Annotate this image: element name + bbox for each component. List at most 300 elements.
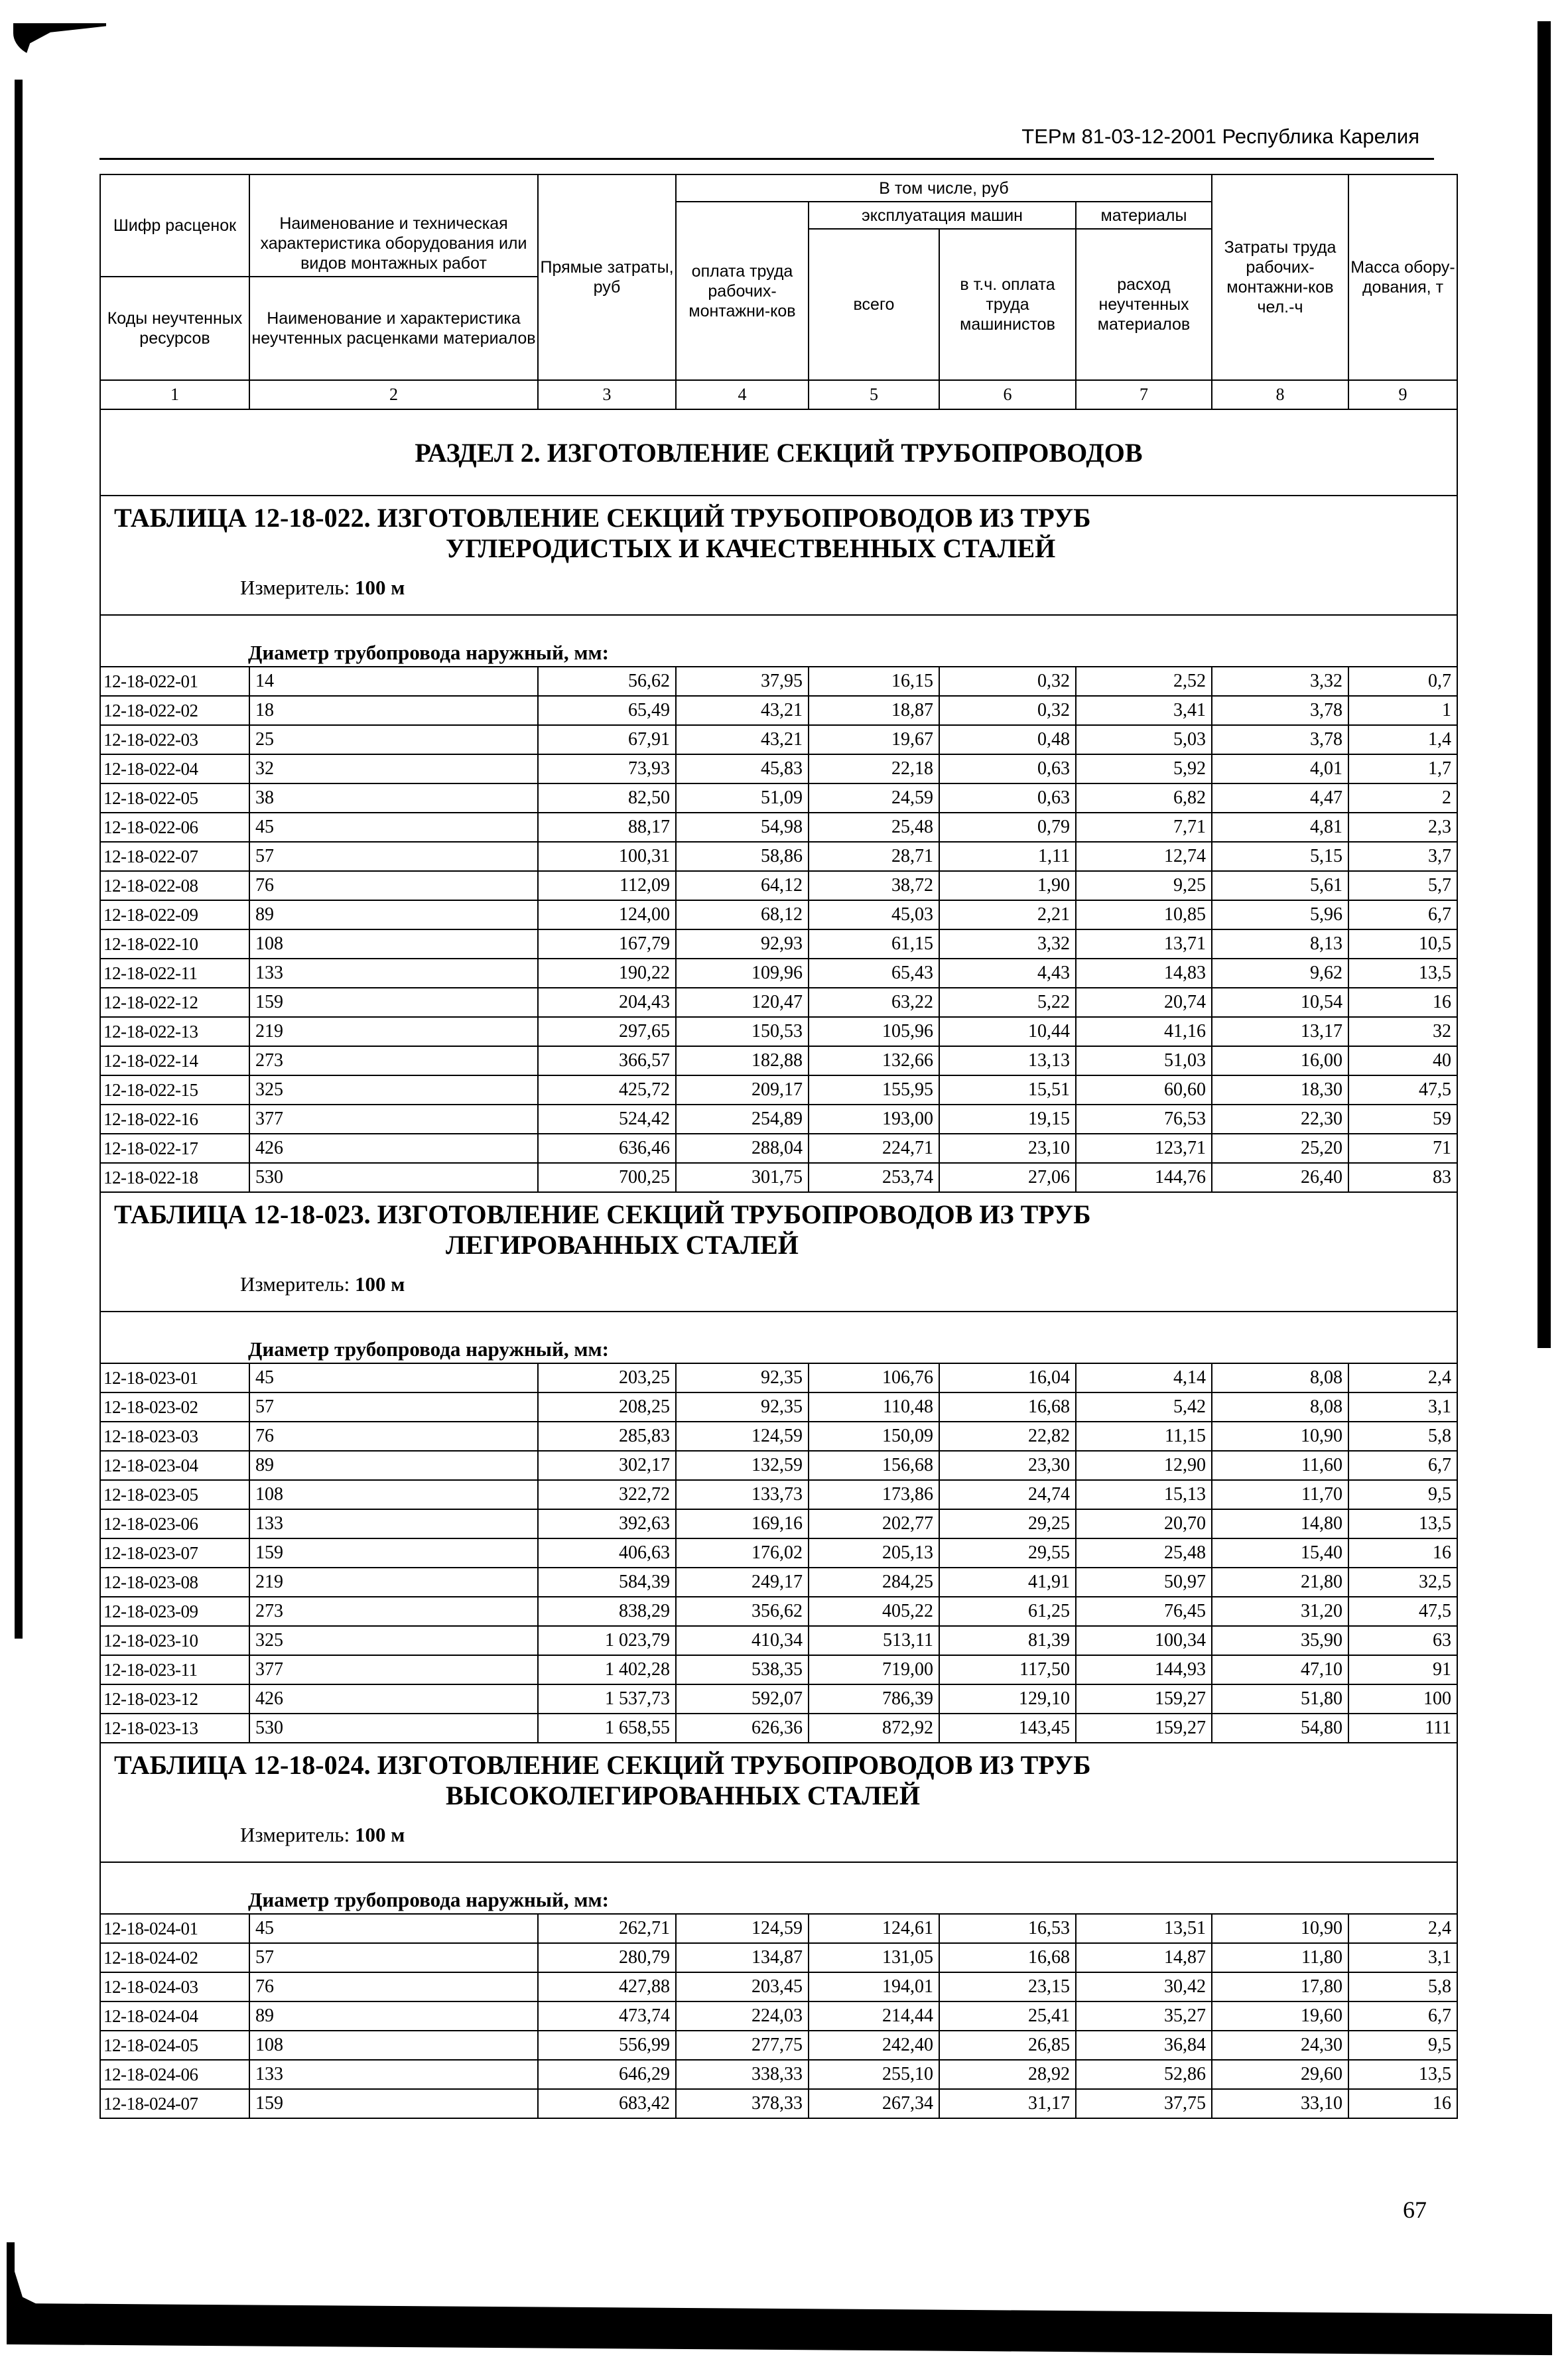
pipe-diameter: 76 xyxy=(249,1972,538,2001)
direct-costs: 100,31 xyxy=(538,842,676,871)
machinist-wages: 2,21 xyxy=(939,900,1076,929)
unaccounted-materials: 20,70 xyxy=(1076,1509,1212,1538)
pipe-diameter: 159 xyxy=(249,1538,538,1568)
machinist-wages: 23,30 xyxy=(939,1451,1076,1480)
worker-wages: 37,95 xyxy=(676,667,809,696)
direct-costs: 406,63 xyxy=(538,1538,676,1568)
rate-code: 12-18-023-01 xyxy=(100,1363,249,1392)
machines-total: 61,15 xyxy=(809,929,939,959)
direct-costs: 524,42 xyxy=(538,1105,676,1134)
pipe-diameter: 219 xyxy=(249,1017,538,1046)
worker-wages: 92,35 xyxy=(676,1392,809,1422)
table-row xyxy=(100,2001,1457,2031)
direct-costs: 425,72 xyxy=(538,1075,676,1105)
machines-total: 65,43 xyxy=(809,959,939,988)
column-number: 9 xyxy=(1348,380,1457,409)
rate-code: 12-18-022-05 xyxy=(100,783,249,813)
table-title-block xyxy=(100,496,1457,615)
unaccounted-materials: 3,41 xyxy=(1076,696,1212,725)
table-row xyxy=(100,1105,1457,1134)
labor-hours: 29,60 xyxy=(1212,2060,1348,2089)
pipe-diameter: 426 xyxy=(249,1684,538,1714)
worker-wages: 538,35 xyxy=(676,1655,809,1684)
diameter-label: Диаметр трубопровода наружный, мм: xyxy=(100,1312,1457,1363)
direct-costs: 65,49 xyxy=(538,696,676,725)
equipment-mass: 0,7 xyxy=(1348,667,1457,696)
header-name: Наименование и техническая характеристика оборудования или видов монтажных работ xyxy=(249,174,538,277)
machinist-wages: 23,15 xyxy=(939,1972,1076,2001)
equipment-mass: 2,3 xyxy=(1348,813,1457,842)
table-row xyxy=(100,1972,1457,2001)
pipe-diameter: 57 xyxy=(249,1943,538,1972)
rate-code: 12-18-022-03 xyxy=(100,725,249,754)
pipe-diameter: 32 xyxy=(249,754,538,783)
direct-costs: 1 658,55 xyxy=(538,1714,676,1743)
unaccounted-materials: 30,42 xyxy=(1076,1972,1212,2001)
machines-total: 284,25 xyxy=(809,1568,939,1597)
direct-costs: 297,65 xyxy=(538,1017,676,1046)
labor-hours: 19,60 xyxy=(1212,2001,1348,2031)
table-row xyxy=(100,1163,1457,1192)
pipe-diameter: 108 xyxy=(249,1480,538,1509)
worker-wages: 254,89 xyxy=(676,1105,809,1134)
machines-total: 150,09 xyxy=(809,1422,939,1451)
column-number: 6 xyxy=(939,380,1076,409)
pipe-diameter: 108 xyxy=(249,2031,538,2060)
header-direct-costs: Прямые затраты, руб xyxy=(538,174,676,380)
pipe-diameter: 89 xyxy=(249,1451,538,1480)
equipment-mass: 9,5 xyxy=(1348,1480,1457,1509)
machinist-wages: 26,85 xyxy=(939,2031,1076,2060)
machinist-wages: 29,25 xyxy=(939,1509,1076,1538)
worker-wages: 338,33 xyxy=(676,2060,809,2089)
labor-hours: 24,30 xyxy=(1212,2031,1348,2060)
scan-edge-artifact xyxy=(13,23,106,60)
table-row xyxy=(100,2031,1457,2060)
direct-costs: 700,25 xyxy=(538,1163,676,1192)
labor-hours: 8,13 xyxy=(1212,929,1348,959)
worker-wages: 288,04 xyxy=(676,1134,809,1163)
rate-code: 12-18-023-11 xyxy=(100,1655,249,1684)
machinist-wages: 117,50 xyxy=(939,1655,1076,1684)
header-wages: оплата труда рабочих-монтажни-ков xyxy=(676,202,809,380)
direct-costs: 838,29 xyxy=(538,1597,676,1626)
unaccounted-materials: 2,52 xyxy=(1076,667,1212,696)
diameter-label: Диаметр трубопровода наружный, мм: xyxy=(100,615,1457,667)
unaccounted-materials: 25,48 xyxy=(1076,1538,1212,1568)
labor-hours: 10,90 xyxy=(1212,1422,1348,1451)
pipe-diameter: 377 xyxy=(249,1105,538,1134)
unaccounted-materials: 15,13 xyxy=(1076,1480,1212,1509)
unaccounted-materials: 12,90 xyxy=(1076,1451,1212,1480)
rate-code: 12-18-023-08 xyxy=(100,1568,249,1597)
unaccounted-materials: 41,16 xyxy=(1076,1017,1212,1046)
machinist-wages: 0,32 xyxy=(939,667,1076,696)
header-including: В том числе, руб xyxy=(676,174,1212,202)
equipment-mass: 2,4 xyxy=(1348,1363,1457,1392)
rate-code: 12-18-023-10 xyxy=(100,1626,249,1655)
page-number: 67 xyxy=(1403,2197,1427,2223)
worker-wages: 301,75 xyxy=(676,1163,809,1192)
direct-costs: 190,22 xyxy=(538,959,676,988)
table-row xyxy=(100,1684,1457,1714)
rate-code: 12-18-023-03 xyxy=(100,1422,249,1451)
table-row xyxy=(100,1538,1457,1568)
machinist-wages: 31,17 xyxy=(939,2089,1076,2118)
labor-hours: 25,20 xyxy=(1212,1134,1348,1163)
table-subtitle: УГЛЕРОДИСТЫХ И КАЧЕСТВЕННЫХ СТАЛЕЙ xyxy=(446,533,1056,563)
unaccounted-materials: 144,76 xyxy=(1076,1163,1212,1192)
header-machines-total: всего xyxy=(809,229,939,380)
labor-hours: 10,54 xyxy=(1212,988,1348,1017)
labor-hours: 54,80 xyxy=(1212,1714,1348,1743)
worker-wages: 249,17 xyxy=(676,1568,809,1597)
meter-label: Измеритель: xyxy=(240,576,350,599)
header-materials: материалы xyxy=(1076,202,1212,229)
equipment-mass: 16 xyxy=(1348,2089,1457,2118)
worker-wages: 410,34 xyxy=(676,1626,809,1655)
direct-costs: 473,74 xyxy=(538,2001,676,2031)
unaccounted-materials: 50,97 xyxy=(1076,1568,1212,1597)
header-machines: эксплуатация машин xyxy=(809,202,1076,229)
pipe-diameter: 325 xyxy=(249,1626,538,1655)
rate-code: 12-18-022-16 xyxy=(100,1105,249,1134)
labor-hours: 35,90 xyxy=(1212,1626,1348,1655)
machines-total: 19,67 xyxy=(809,725,939,754)
rate-code: 12-18-024-03 xyxy=(100,1972,249,2001)
rate-code: 12-18-022-06 xyxy=(100,813,249,842)
rate-code: 12-18-024-06 xyxy=(100,2060,249,2089)
labor-hours: 5,15 xyxy=(1212,842,1348,871)
pipe-diameter: 133 xyxy=(249,1509,538,1538)
equipment-mass: 10,5 xyxy=(1348,929,1457,959)
labor-hours: 11,70 xyxy=(1212,1480,1348,1509)
machinist-wages: 5,22 xyxy=(939,988,1076,1017)
machines-total: 16,15 xyxy=(809,667,939,696)
unaccounted-materials: 51,03 xyxy=(1076,1046,1212,1075)
equipment-mass: 32 xyxy=(1348,1017,1457,1046)
unaccounted-materials: 14,87 xyxy=(1076,1943,1212,1972)
pipe-diameter: 76 xyxy=(249,1422,538,1451)
table-row xyxy=(100,1363,1457,1392)
machines-total: 63,22 xyxy=(809,988,939,1017)
equipment-mass: 3,1 xyxy=(1348,1943,1457,1972)
table-title-block xyxy=(100,1743,1457,1862)
unaccounted-materials: 5,03 xyxy=(1076,725,1212,754)
machines-total: 132,66 xyxy=(809,1046,939,1075)
pipe-diameter: 219 xyxy=(249,1568,538,1597)
machinist-wages: 41,91 xyxy=(939,1568,1076,1597)
equipment-mass: 3,1 xyxy=(1348,1392,1457,1422)
header-materials-name: Наименование и характеристика неучтенных расценками материалов xyxy=(249,277,538,380)
rate-code: 12-18-023-12 xyxy=(100,1684,249,1714)
table-row xyxy=(100,1714,1457,1743)
machinist-wages: 29,55 xyxy=(939,1538,1076,1568)
labor-hours: 51,80 xyxy=(1212,1684,1348,1714)
pipe-diameter: 89 xyxy=(249,900,538,929)
direct-costs: 366,57 xyxy=(538,1046,676,1075)
direct-costs: 204,43 xyxy=(538,988,676,1017)
table-row xyxy=(100,900,1457,929)
machinist-wages: 10,44 xyxy=(939,1017,1076,1046)
direct-costs: 88,17 xyxy=(538,813,676,842)
meter-label: Измеритель: xyxy=(240,1823,350,1846)
table-row xyxy=(100,696,1457,725)
labor-hours: 21,80 xyxy=(1212,1568,1348,1597)
rate-code: 12-18-022-08 xyxy=(100,871,249,900)
table-row xyxy=(100,1655,1457,1684)
worker-wages: 51,09 xyxy=(676,783,809,813)
machinist-wages: 61,25 xyxy=(939,1597,1076,1626)
rate-code: 12-18-022-04 xyxy=(100,754,249,783)
direct-costs: 208,25 xyxy=(538,1392,676,1422)
unaccounted-materials: 5,42 xyxy=(1076,1392,1212,1422)
labor-hours: 26,40 xyxy=(1212,1163,1348,1192)
unaccounted-materials: 76,45 xyxy=(1076,1597,1212,1626)
machinist-wages: 16,68 xyxy=(939,1943,1076,1972)
machines-total: 105,96 xyxy=(809,1017,939,1046)
equipment-mass: 32,5 xyxy=(1348,1568,1457,1597)
machinist-wages: 0,32 xyxy=(939,696,1076,725)
labor-hours: 8,08 xyxy=(1212,1392,1348,1422)
pipe-diameter: 57 xyxy=(249,842,538,871)
table-row xyxy=(100,1392,1457,1422)
labor-hours: 33,10 xyxy=(1212,2089,1348,2118)
unaccounted-materials: 123,71 xyxy=(1076,1134,1212,1163)
direct-costs: 636,46 xyxy=(538,1134,676,1163)
direct-costs: 73,93 xyxy=(538,754,676,783)
table-row xyxy=(100,754,1457,783)
direct-costs: 285,83 xyxy=(538,1422,676,1451)
header-resource-codes: Коды неучтенных ресурсов xyxy=(100,277,249,380)
unaccounted-materials: 60,60 xyxy=(1076,1075,1212,1105)
unaccounted-materials: 14,83 xyxy=(1076,959,1212,988)
equipment-mass: 6,7 xyxy=(1348,900,1457,929)
equipment-mass: 111 xyxy=(1348,1714,1457,1743)
unaccounted-materials: 6,82 xyxy=(1076,783,1212,813)
table-row xyxy=(100,1422,1457,1451)
direct-costs: 322,72 xyxy=(538,1480,676,1509)
equipment-mass: 40 xyxy=(1348,1046,1457,1075)
machines-total: 24,59 xyxy=(809,783,939,813)
pipe-diameter: 530 xyxy=(249,1163,538,1192)
table-row xyxy=(100,1134,1457,1163)
direct-costs: 67,91 xyxy=(538,725,676,754)
equipment-mass: 3,7 xyxy=(1348,842,1457,871)
table-subtitle: ЛЕГИРОВАННЫХ СТАЛЕЙ xyxy=(446,1230,799,1260)
direct-costs: 262,71 xyxy=(538,1914,676,1943)
table-row xyxy=(100,1451,1457,1480)
unaccounted-materials: 159,27 xyxy=(1076,1684,1212,1714)
unaccounted-materials: 144,93 xyxy=(1076,1655,1212,1684)
table-row xyxy=(100,929,1457,959)
rate-code: 12-18-022-18 xyxy=(100,1163,249,1192)
table-row xyxy=(100,1017,1457,1046)
direct-costs: 82,50 xyxy=(538,783,676,813)
rate-code: 12-18-022-12 xyxy=(100,988,249,1017)
labor-hours: 11,80 xyxy=(1212,1943,1348,1972)
unaccounted-materials: 10,85 xyxy=(1076,900,1212,929)
table-row xyxy=(100,871,1457,900)
worker-wages: 124,59 xyxy=(676,1914,809,1943)
machines-total: 786,39 xyxy=(809,1684,939,1714)
table-title-block xyxy=(100,1192,1457,1312)
scan-edge-artifact xyxy=(7,2303,1552,2355)
machines-total: 22,18 xyxy=(809,754,939,783)
machinist-wages: 0,63 xyxy=(939,783,1076,813)
equipment-mass: 5,7 xyxy=(1348,871,1457,900)
table-row xyxy=(100,725,1457,754)
table-row xyxy=(100,1626,1457,1655)
worker-wages: 209,17 xyxy=(676,1075,809,1105)
table-title: ТАБЛИЦА 12-18-023. ИЗГОТОВЛЕНИЕ СЕКЦИЙ ТРУБОПРОВОДОВ ИЗ ТРУБ xyxy=(114,1199,1091,1229)
pipe-diameter: 133 xyxy=(249,959,538,988)
pipe-diameter: 76 xyxy=(249,871,538,900)
direct-costs: 203,25 xyxy=(538,1363,676,1392)
header-mass: Масса обору-дования, т xyxy=(1348,174,1457,380)
machinist-wages: 1,11 xyxy=(939,842,1076,871)
machinist-wages: 0,63 xyxy=(939,754,1076,783)
machinist-wages: 0,48 xyxy=(939,725,1076,754)
worker-wages: 92,35 xyxy=(676,1363,809,1392)
rate-code: 12-18-022-01 xyxy=(100,667,249,696)
unaccounted-materials: 76,53 xyxy=(1076,1105,1212,1134)
machinist-wages: 24,74 xyxy=(939,1480,1076,1509)
equipment-mass: 2 xyxy=(1348,783,1457,813)
scan-edge-artifact xyxy=(15,80,23,1639)
header-code: Шифр расценок xyxy=(100,174,249,277)
pipe-diameter: 45 xyxy=(249,1914,538,1943)
machines-total: 131,05 xyxy=(809,1943,939,1972)
rate-code: 12-18-022-07 xyxy=(100,842,249,871)
machinist-wages: 16,53 xyxy=(939,1914,1076,1943)
worker-wages: 356,62 xyxy=(676,1597,809,1626)
worker-wages: 68,12 xyxy=(676,900,809,929)
worker-wages: 176,02 xyxy=(676,1538,809,1568)
machines-total: 18,87 xyxy=(809,696,939,725)
table-row xyxy=(100,959,1457,988)
rate-code: 12-18-022-10 xyxy=(100,929,249,959)
pipe-diameter: 273 xyxy=(249,1046,538,1075)
labor-hours: 5,61 xyxy=(1212,871,1348,900)
equipment-mass: 5,8 xyxy=(1348,1422,1457,1451)
worker-wages: 203,45 xyxy=(676,1972,809,2001)
worker-wages: 150,53 xyxy=(676,1017,809,1046)
rate-code: 12-18-022-13 xyxy=(100,1017,249,1046)
equipment-mass: 2,4 xyxy=(1348,1914,1457,1943)
machines-total: 405,22 xyxy=(809,1597,939,1626)
pipe-diameter: 273 xyxy=(249,1597,538,1626)
machinist-wages: 15,51 xyxy=(939,1075,1076,1105)
pipe-diameter: 133 xyxy=(249,2060,538,2089)
worker-wages: 109,96 xyxy=(676,959,809,988)
rate-code: 12-18-023-02 xyxy=(100,1392,249,1422)
pipe-diameter: 25 xyxy=(249,725,538,754)
rate-code: 12-18-024-04 xyxy=(100,2001,249,2031)
machinist-wages: 81,39 xyxy=(939,1626,1076,1655)
column-number: 3 xyxy=(538,380,676,409)
labor-hours: 4,47 xyxy=(1212,783,1348,813)
rates-table xyxy=(99,174,1458,2119)
column-number: 7 xyxy=(1076,380,1212,409)
labor-hours: 13,17 xyxy=(1212,1017,1348,1046)
machinist-wages: 129,10 xyxy=(939,1684,1076,1714)
equipment-mass: 100 xyxy=(1348,1684,1457,1714)
unaccounted-materials: 11,15 xyxy=(1076,1422,1212,1451)
unaccounted-materials: 9,25 xyxy=(1076,871,1212,900)
equipment-mass: 13,5 xyxy=(1348,1509,1457,1538)
machines-total: 155,95 xyxy=(809,1075,939,1105)
machinist-wages: 143,45 xyxy=(939,1714,1076,1743)
unaccounted-materials: 13,71 xyxy=(1076,929,1212,959)
unaccounted-materials: 159,27 xyxy=(1076,1714,1212,1743)
machines-total: 156,68 xyxy=(809,1451,939,1480)
worker-wages: 378,33 xyxy=(676,2089,809,2118)
pipe-diameter: 426 xyxy=(249,1134,538,1163)
machinist-wages: 16,68 xyxy=(939,1392,1076,1422)
table-title: ТАБЛИЦА 12-18-022. ИЗГОТОВЛЕНИЕ СЕКЦИЙ ТРУБОПРОВОДОВ ИЗ ТРУБ xyxy=(114,503,1091,533)
section-title: РАЗДЕЛ 2. ИЗГОТОВЛЕНИЕ СЕКЦИЙ ТРУБОПРОВОДОВ xyxy=(100,409,1457,496)
pipe-diameter: 45 xyxy=(249,813,538,842)
equipment-mass: 63 xyxy=(1348,1626,1457,1655)
unaccounted-materials: 100,34 xyxy=(1076,1626,1212,1655)
unaccounted-materials: 7,71 xyxy=(1076,813,1212,842)
equipment-mass: 16 xyxy=(1348,1538,1457,1568)
unaccounted-materials: 13,51 xyxy=(1076,1914,1212,1943)
equipment-mass: 1,4 xyxy=(1348,725,1457,754)
machinist-wages: 0,79 xyxy=(939,813,1076,842)
unaccounted-materials: 20,74 xyxy=(1076,988,1212,1017)
column-number: 2 xyxy=(249,380,538,409)
worker-wages: 120,47 xyxy=(676,988,809,1017)
machines-total: 28,71 xyxy=(809,842,939,871)
labor-hours: 17,80 xyxy=(1212,1972,1348,2001)
unaccounted-materials: 4,14 xyxy=(1076,1363,1212,1392)
labor-hours: 3,32 xyxy=(1212,667,1348,696)
table-row xyxy=(100,1046,1457,1075)
rate-code: 12-18-022-02 xyxy=(100,696,249,725)
pipe-diameter: 159 xyxy=(249,2089,538,2118)
header-labor-hours: Затраты труда рабочих-монтажни-ков чел.-ч xyxy=(1212,174,1348,380)
pipe-diameter: 18 xyxy=(249,696,538,725)
equipment-mass: 6,7 xyxy=(1348,1451,1457,1480)
machines-total: 202,77 xyxy=(809,1509,939,1538)
worker-wages: 92,93 xyxy=(676,929,809,959)
direct-costs: 124,00 xyxy=(538,900,676,929)
table-row xyxy=(100,1075,1457,1105)
pipe-diameter: 108 xyxy=(249,929,538,959)
machines-total: 110,48 xyxy=(809,1392,939,1422)
labor-hours: 18,30 xyxy=(1212,1075,1348,1105)
machines-total: 25,48 xyxy=(809,813,939,842)
direct-costs: 1 402,28 xyxy=(538,1655,676,1684)
table-row xyxy=(100,1480,1457,1509)
header-machinist-wages: в т.ч. оплата труда машинистов xyxy=(939,229,1076,380)
table-row xyxy=(100,1509,1457,1538)
diameter-label: Диаметр трубопровода наружный, мм: xyxy=(100,1862,1457,1914)
equipment-mass: 91 xyxy=(1348,1655,1457,1684)
worker-wages: 182,88 xyxy=(676,1046,809,1075)
table-row xyxy=(100,988,1457,1017)
pipe-diameter: 377 xyxy=(249,1655,538,1684)
equipment-mass: 9,5 xyxy=(1348,2031,1457,2060)
labor-hours: 3,78 xyxy=(1212,696,1348,725)
worker-wages: 54,98 xyxy=(676,813,809,842)
worker-wages: 132,59 xyxy=(676,1451,809,1480)
table-row xyxy=(100,2060,1457,2089)
rate-code: 12-18-024-01 xyxy=(100,1914,249,1943)
direct-costs: 112,09 xyxy=(538,871,676,900)
